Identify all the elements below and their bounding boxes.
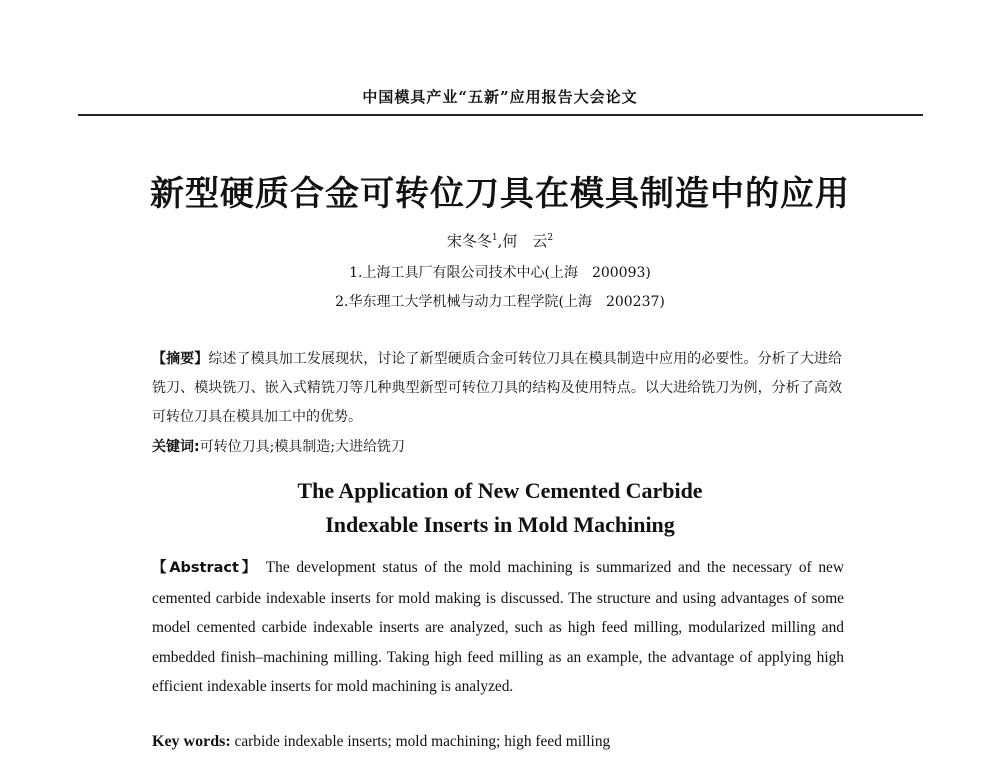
chinese-title: 新型硬质合金可转位刀具在模具制造中的应用 <box>150 174 850 214</box>
chinese-keywords <box>152 436 842 456</box>
english-abstract <box>152 553 844 702</box>
keywords-label: Key words: <box>152 733 231 750</box>
english-title-line-1: The Application of New Cemented Carbide <box>297 478 703 503</box>
author-name: 何 云 <box>502 232 548 250</box>
keywords-text: carbide indexable inserts; mold machining; high feed milling <box>234 733 611 750</box>
english-keywords <box>152 733 844 751</box>
abstract-label: 【Abstract】 <box>152 560 260 576</box>
keywords-label: 关键词: <box>152 439 200 455</box>
affiliation-mark: 1 <box>491 233 498 243</box>
running-header: 中国模具产业“五新”应用报告大会论文 <box>362 88 638 106</box>
header-rule <box>78 114 923 116</box>
abstract-label: 【摘要】 <box>152 351 209 367</box>
english-title-line-2: Indexable Inserts in Mold Machining <box>325 512 675 537</box>
affiliation: 2.华东理工大学机械与动力工程学院(上海 200237) <box>335 294 665 310</box>
affiliation-mark: 2 <box>547 233 554 243</box>
abstract-text: The development status of the mold machining is summarized and the necessary of new cemented carbide indexable inserts for mold making is discussed. The structure and using advantages of some model cemented carbide indexable inserts are analyzed, such as high feed milling, modularized milling and embedded finish–machining milling. Taking high feed milling as an example, the advantage of applying high efficient indexable inserts for mold machining is analyzed. <box>152 559 844 695</box>
author-line <box>0 230 1000 251</box>
author-separator: , <box>497 232 503 250</box>
affiliation: 1.上海工具厂有限公司技术中心(上海 200093) <box>349 265 651 281</box>
keywords-text: 可转位刀具;模具制造;大进给铣刀 <box>199 439 406 455</box>
author-name: 宋冬冬 <box>446 232 492 250</box>
abstract-text: 综述了模具加工发展现状，讨论了新型硬质合金可转位刀具在模具制造中应用的必要性。分析了大进给铣刀、模块铣刀、嵌入式精铣刀等几种典型新型可转位刀具的结构及使用特点。以大进给铣刀为例，分析了高效可转位刀具在模具加工中的优势。 <box>152 351 843 425</box>
chinese-abstract <box>152 345 842 432</box>
